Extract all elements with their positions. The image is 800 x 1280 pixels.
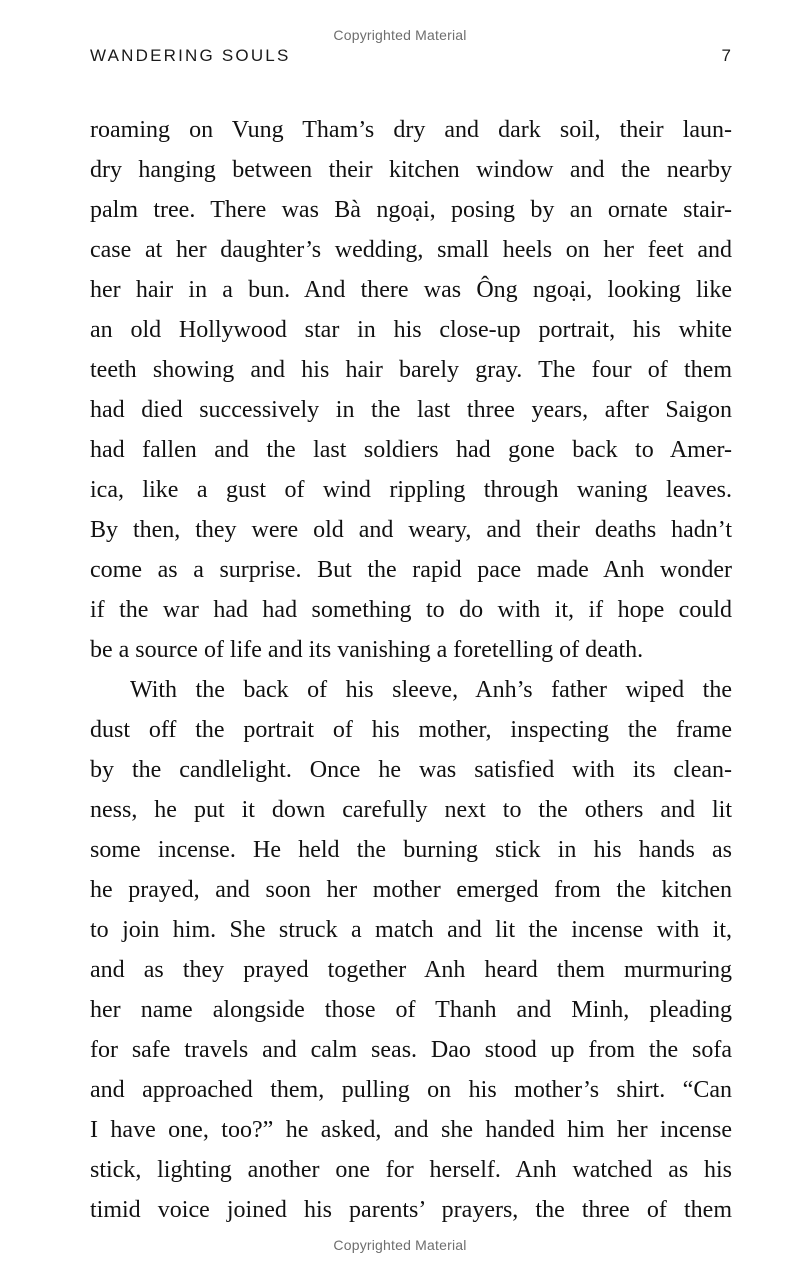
paragraph-2 <box>90 670 732 1230</box>
text-line: her name alongside those of Thanh and Minh, pleading <box>90 997 732 1023</box>
text-line: roaming on Vung Tham’s dry and dark soil, their laun- <box>90 117 732 143</box>
text-line: her hair in a bun. And there was Ông ngoại, looking like <box>90 277 732 303</box>
text-line: timid voice joined his parents’ prayers, the three of them <box>90 1197 732 1223</box>
text-line: for safe travels and calm seas. Dao stood up from the sofa <box>90 1037 732 1063</box>
text-line: stick, lighting another one for herself. Anh watched as his <box>90 1157 732 1183</box>
text-line: and approached them, pulling on his mother’s shirt. “Can <box>90 1077 732 1103</box>
text-line: By then, they were old and weary, and their deaths hadn’t <box>90 517 732 543</box>
body-text <box>90 110 732 1230</box>
text-line: come as a surprise. But the rapid pace made Anh wonder <box>90 557 732 583</box>
text-line: to join him. She struck a match and lit the incense with it, <box>90 917 732 943</box>
text-line: he prayed, and soon her mother emerged from the kitchen <box>90 877 732 903</box>
text-line: had died successively in the last three years, after Saigon <box>90 397 732 423</box>
text-line: an old Hollywood star in his close-up portrait, his white <box>90 317 732 343</box>
text-line: and as they prayed together Anh heard them murmuring <box>90 957 732 983</box>
text-line: dry hanging between their kitchen window and the nearby <box>90 157 732 183</box>
text-line: if the war had had something to do with it, if hope could <box>90 597 732 623</box>
text-line: With the back of his sleeve, Anh’s father wiped the <box>130 677 732 703</box>
text-line: ica, like a gust of wind rippling through waning leaves. <box>90 477 732 503</box>
text-line: dust off the portrait of his mother, inspecting the frame <box>90 717 732 743</box>
text-line: teeth showing and his hair barely gray. The four of them <box>90 357 732 383</box>
text-line: had fallen and the last soldiers had gone back to Amer- <box>90 437 732 463</box>
text-line: case at her daughter’s wedding, small heels on her feet and <box>90 237 732 263</box>
text-line: palm tree. There was Bà ngoại, posing by an ornate stair- <box>90 197 732 223</box>
running-head-title: WANDERING SOULS <box>90 46 291 65</box>
text-line: some incense. He held the burning stick in his hands as <box>90 837 732 863</box>
watermark-bottom: Copyrighted Material <box>333 1237 467 1253</box>
text-line: by the candlelight. Once he was satisfied with its clean- <box>90 757 732 783</box>
text-line: ness, he put it down carefully next to the others and lit <box>90 797 732 823</box>
paragraph-1 <box>90 110 732 670</box>
watermark-top: Copyrighted Material <box>333 27 467 43</box>
page-number: 7 <box>721 46 731 65</box>
text-line: be a source of life and its vanishing a foretelling of death. <box>90 637 644 663</box>
text-line: I have one, too?” he asked, and she handed him her incense <box>90 1117 732 1143</box>
